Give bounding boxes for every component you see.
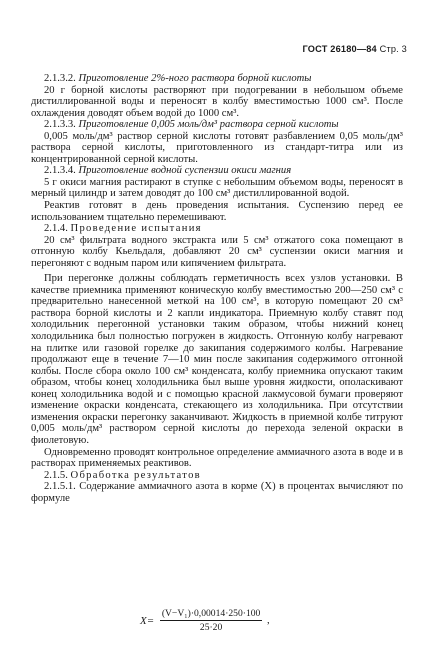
section-2-1-3-2-title (31, 73, 403, 85)
paragraph: Реактив готовят в день проведения испытания. Суспензию перед ее использованием тщательно перемешивают. (31, 200, 403, 223)
body-text (31, 73, 403, 504)
page-number: Стр. 3 (379, 44, 407, 54)
section-2-1-5-heading (31, 470, 403, 482)
section-heading: Проведение испытания (70, 223, 202, 235)
formula-denominator: 25·20 (199, 622, 223, 633)
section-2-1-3-3-title (31, 119, 403, 131)
paragraph: 0,005 моль/дм³ раствор серной кислоты готовят разбавлением 0,05 моль/дм³ раствора серной кислоты, приготовленного из стандарт-титра или из концентрированной серной кислоты. (31, 130, 403, 165)
section-2-1-3-4-title (31, 165, 403, 177)
section-2-1-4-heading (31, 223, 403, 235)
section-number: 2.1.5. (44, 469, 68, 481)
paragraph: 2.1.5.1. Содержание аммиачного азота в корме (X) в процентах вычисляют по формуле (31, 481, 403, 504)
paragraph: 5 г окиси магния растирают в ступке с небольшим объемом воды, переносят в мерный цилиндр и затем доводят до 100 см³ дистиллированной водой. (31, 176, 403, 200)
section-number: 2.1.3.2. (44, 73, 76, 84)
page-header (303, 44, 408, 54)
formula-lhs: X= (140, 614, 155, 627)
paragraph: 20 см³ фильтрата водного экстракта или 5 см³ отжатого сока помещают в отгонную колбу Кьельдаля, добавляют 20 см³ суспензии окиси магния и перегоняют с водным паром или кипячением фильтрата. (31, 234, 403, 269)
section-heading: Обработка результатов (70, 469, 201, 481)
formula-numerator: (V−V₁)·0,00014·250·100 (161, 608, 261, 619)
paragraph: При перегонке должны соблюдать герметичность всех узлов установки. В качестве приемника применяют коническую колбу вместимостью 200—250 см³ с предварительно нанесенной меткой на 100 см³, в которую помещают 20 см³ раствора борной кислоты и 2 капли индикатора. Приемную колбу ставят под холодильник перегонной установки таким образом, чтобы нижний конец холодильника был полностью погружен в жидкость. Отгонную колбу нагревают на плитке или газовой горелке до закипания содержимого колбы. Нагревание продолжают еще в течение 7—10 мин после закипания содержимого отгонной колбы. После сбора около 100 см³ конденсата, колбу приемника опускают таким образом, чтобы конец холодильника был выше уровня жидкости, ополаскивают конец холодильника водой и с помощью красной лакмусовой бумаги проверяют изменение окраски конденсата, стекающего из холодильника. При отсутствии изменения окраски перегонку заканчивают. Жидкость в приемной колбе титруют 0,005 моль/дм³ раствором серной кислоты до перехода зеленой окраски в фиолетовую. (31, 273, 403, 446)
paragraph: Одновременно проводят контрольное определение аммиачного азота в воде и в растворах применяемых реактивов. (31, 446, 403, 470)
section-title: Приготовление 0,005 моль/дм³ раствора серной кислоты (78, 119, 339, 131)
section-number: 2.1.4. (44, 223, 68, 235)
section-number: 2.1.3.3. (44, 119, 76, 131)
paragraph: 20 г борной кислоты растворяют при подогревании в небольшом объеме дистиллированной воды и переносят в колбу вместимостью 1000 см³. После охлаждения доводят объем водой до 1000 см³. (31, 84, 403, 119)
formula-fraction (160, 608, 263, 633)
section-title: Приготовление водной суспензии окиси магния (78, 165, 292, 177)
standard-number: ГОСТ 26180—84 (302, 44, 377, 54)
formula-trail: , (267, 615, 270, 626)
formula (140, 608, 270, 633)
section-title: Приготовление 2%-ного раствора борной кислоты (78, 73, 312, 84)
section-number: 2.1.3.4. (44, 165, 76, 177)
